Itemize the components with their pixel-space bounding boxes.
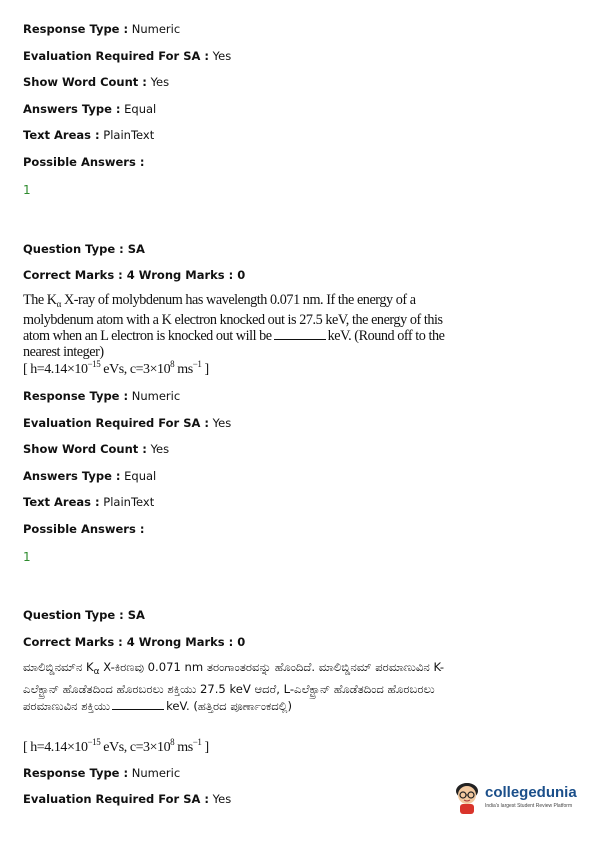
evaluation-value: Yes xyxy=(212,49,232,63)
collegedunia-logo xyxy=(452,780,582,820)
marks: Correct Marks : 4 Wrong Marks : 0 xyxy=(23,268,246,282)
answers-type-value: Equal xyxy=(124,102,157,116)
possible-answers-label: Possible Answers : xyxy=(23,155,145,169)
logo-name: collegedunia xyxy=(485,784,577,801)
text-areas-row: Text Areas : PlainText xyxy=(23,495,155,509)
answer-blank xyxy=(112,709,164,710)
question-text: The $K_\alpha$ X-ray of molybdenum has wavelength 0.071 nm. If the energy of a molybdenum atom with a K electron knocked out is 27.5 keV, the energy of this atom when an L electron is knocked out will be keV. (Round off to the nearest integer) xyxy=(23,292,445,360)
answer-blank xyxy=(274,339,326,340)
logo-tagline: India's largest Student Review Platform xyxy=(485,803,573,809)
answers-type-row xyxy=(23,102,156,116)
response-type-label: Response Type : xyxy=(23,22,129,36)
constants: [ $h=4.14\times 10^{-15}$ eVs, $c=3\times 10^8$ $ms^{-1}$ ] xyxy=(23,359,209,377)
evaluation-row xyxy=(23,49,231,63)
answer-value: 1 xyxy=(23,550,31,564)
answer-value: 1 xyxy=(23,183,31,197)
response-type-row: Response Type : Numeric xyxy=(23,389,181,403)
text-areas-label: Text Areas : xyxy=(23,128,100,142)
possible-answers-row xyxy=(23,155,144,169)
evaluation-row: Evaluation Required For SA : Yes xyxy=(23,792,232,806)
response-type-row: Response Type : Numeric xyxy=(23,766,181,780)
word-count-label: Show Word Count : xyxy=(23,75,147,89)
word-count-value: Yes xyxy=(150,75,170,89)
question-text-kannada: ಮಾಲಿಬ್ಡಿನಮ್‌ನ $K_\alpha$ X-ಕಿರಣವು 0.071 nm ತರಂಗಾಂತರವನ್ನು ಹೊಂದಿದೆ. ಮಾಲಿಬ್ಡಿನಮ್ ಪರಮಾಣುವಿನ K-ಎಲೆಕ್ಟ್ರಾನ್ ಹೊಡೆತದಿಂದ ಹೊರಬರಲು ಶಕ್ತಿಯು 27.5 keV ಆದರೆ, L-ಎಲೆಕ್ಟ್ರಾನ್ ಹೊಡೆತದಿಂದ ಹೊರಬರಲು ಪರಮಾಣುವಿನ ಶಕ್ತಿಯು keV. (ಹತ್ತಿರದ ಪೂರ್ಣಾಂಕದಲ್ಲಿ) xyxy=(23,660,445,713)
response-type-row xyxy=(23,22,180,36)
evaluation-label: Evaluation Required For SA : xyxy=(23,49,210,63)
marks: Correct Marks : 4 Wrong Marks : 0 xyxy=(23,635,246,649)
response-type-value: Numeric xyxy=(131,22,181,36)
evaluation-row: Evaluation Required For SA : Yes xyxy=(23,416,232,430)
possible-answers-row: Possible Answers : xyxy=(23,522,145,536)
question-type: Question Type : SA xyxy=(23,608,145,622)
mascot-icon xyxy=(452,780,482,816)
word-count-row xyxy=(23,75,169,89)
word-count-row: Show Word Count : Yes xyxy=(23,442,170,456)
constants: [ $h=4.14\times 10^{-15}$ eVs, $c=3\times 10^8$ $ms^{-1}$ ] xyxy=(23,737,209,755)
answers-type-row: Answers Type : Equal xyxy=(23,469,157,483)
text-areas-row xyxy=(23,128,154,142)
answers-type-label: Answers Type : xyxy=(23,102,121,116)
text-areas-value: PlainText xyxy=(103,128,155,142)
question-type: Question Type : SA xyxy=(23,242,145,256)
